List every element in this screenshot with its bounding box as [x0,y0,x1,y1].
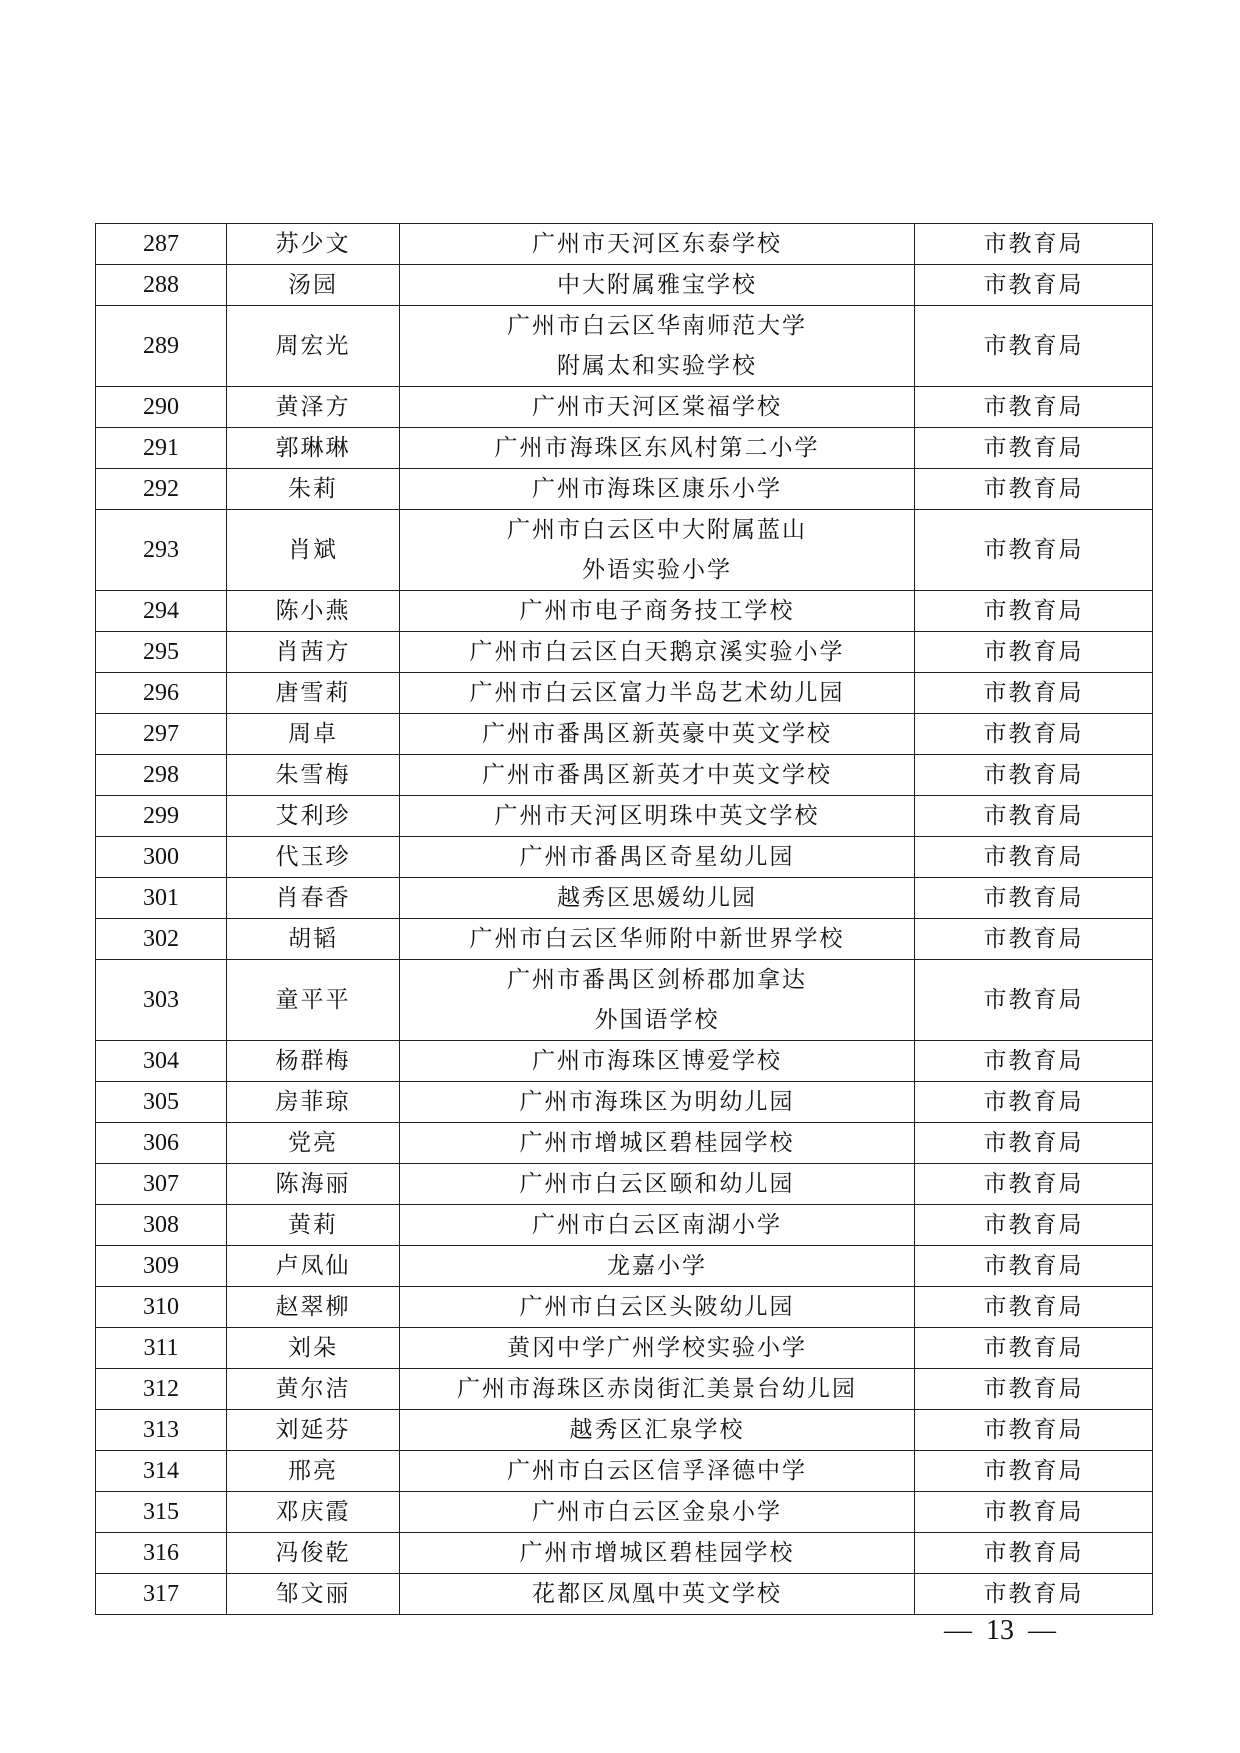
school-cell [400,306,915,387]
recommender-cell: 市教育局 [915,1533,1153,1574]
school-line: 广州市白云区富力半岛艺术幼儿园 [469,680,845,706]
name-cell: 唐雪莉 [227,673,400,714]
school-cell [400,632,915,673]
recommender-cell: 市教育局 [915,714,1153,755]
school-line: 广州市电子商务技工学校 [519,598,795,624]
table-row [96,1369,1153,1410]
school-line: 广州市海珠区赤岗街汇美景台幼儿园 [457,1376,857,1402]
row-number-cell: 305 [96,1082,227,1123]
school-line: 外语实验小学 [582,557,732,583]
row-number-cell: 302 [96,919,227,960]
table-row [96,755,1153,796]
recommender-cell: 市教育局 [915,1205,1153,1246]
recommender-cell: 市教育局 [915,1082,1153,1123]
name-cell: 苏少文 [227,224,400,265]
table-row [96,510,1153,591]
recommender-cell: 市教育局 [915,265,1153,306]
school-cell [400,1492,915,1533]
name-cell: 邢亮 [227,1451,400,1492]
school-cell [400,1451,915,1492]
school-cell [400,919,915,960]
name-cell: 邓庆霞 [227,1492,400,1533]
row-number-cell: 298 [96,755,227,796]
school-line: 广州市海珠区为明幼儿园 [519,1089,795,1115]
footer-dash-left: — [944,1615,972,1646]
recommender-cell: 市教育局 [915,224,1153,265]
recommender-cell: 市教育局 [915,1123,1153,1164]
table-row [96,919,1153,960]
recommender-cell: 市教育局 [915,919,1153,960]
table-row [96,1041,1153,1082]
row-number-cell: 309 [96,1246,227,1287]
school-line: 广州市天河区明珠中英文学校 [494,803,820,829]
table-row [96,1533,1153,1574]
name-cell: 胡韬 [227,919,400,960]
row-number-cell: 307 [96,1164,227,1205]
table-row [96,960,1153,1041]
school-line: 广州市白云区白天鹅京溪实验小学 [469,639,845,665]
school-line: 黄冈中学广州学校实验小学 [507,1335,807,1361]
table-row [96,796,1153,837]
recommender-cell: 市教育局 [915,1041,1153,1082]
table-row [96,1451,1153,1492]
footer-dash-right: — [1028,1615,1056,1646]
name-cell: 肖茜方 [227,632,400,673]
recommender-cell: 市教育局 [915,1287,1153,1328]
recommender-cell: 市教育局 [915,755,1153,796]
recommender-cell: 市教育局 [915,1410,1153,1451]
name-cell: 杨群梅 [227,1041,400,1082]
name-cell: 邹文丽 [227,1574,400,1615]
row-number-cell: 316 [96,1533,227,1574]
name-cell: 肖春香 [227,878,400,919]
table-row [96,224,1153,265]
row-number-cell: 315 [96,1492,227,1533]
school-cell [400,1328,915,1369]
table-row [96,428,1153,469]
school-cell [400,1533,915,1574]
row-number-cell: 301 [96,878,227,919]
row-number-cell: 289 [96,306,227,387]
recommender-cell: 市教育局 [915,796,1153,837]
name-cell: 艾利珍 [227,796,400,837]
school-line: 广州市白云区南湖小学 [532,1212,782,1238]
school-cell [400,796,915,837]
name-cell: 黄尔洁 [227,1369,400,1410]
page-footer [930,1615,1070,1647]
row-number-cell: 297 [96,714,227,755]
school-cell [400,878,915,919]
school-line: 广州市番禺区新英才中英文学校 [482,762,832,788]
school-cell [400,714,915,755]
table-row [96,591,1153,632]
table-row [96,632,1153,673]
row-number-cell: 288 [96,265,227,306]
table-row [96,1492,1153,1533]
recommender-cell: 市教育局 [915,632,1153,673]
table-row [96,878,1153,919]
school-line: 广州市增城区碧桂园学校 [519,1130,795,1156]
school-cell [400,591,915,632]
table-row [96,1246,1153,1287]
school-line: 广州市白云区信孚泽德中学 [507,1458,807,1484]
row-number-cell: 308 [96,1205,227,1246]
name-cell: 刘朵 [227,1328,400,1369]
table-row [96,1410,1153,1451]
school-cell [400,1287,915,1328]
recommender-cell: 市教育局 [915,1246,1153,1287]
school-line: 广州市番禺区剑桥郡加拿达 [507,967,807,993]
school-cell [400,428,915,469]
school-line: 龙嘉小学 [607,1253,707,1279]
table-row [96,306,1153,387]
recommender-cell: 市教育局 [915,591,1153,632]
school-line: 广州市海珠区博爱学校 [532,1048,782,1074]
school-line: 附属太和实验学校 [557,353,757,379]
table-row [96,1287,1153,1328]
table-row [96,469,1153,510]
recommender-cell: 市教育局 [915,1328,1153,1369]
table-row [96,1328,1153,1369]
recommender-cell: 市教育局 [915,960,1153,1041]
row-number-cell: 296 [96,673,227,714]
name-cell: 代玉珍 [227,837,400,878]
recommender-cell: 市教育局 [915,428,1153,469]
school-cell [400,510,915,591]
table-row [96,265,1153,306]
recommender-cell: 市教育局 [915,1574,1153,1615]
name-cell: 陈海丽 [227,1164,400,1205]
row-number-cell: 290 [96,387,227,428]
row-number-cell: 299 [96,796,227,837]
school-line: 广州市增城区碧桂园学校 [519,1540,795,1566]
recommender-cell: 市教育局 [915,510,1153,591]
table-row [96,387,1153,428]
name-cell: 汤园 [227,265,400,306]
name-cell: 赵翠柳 [227,1287,400,1328]
row-number-cell: 293 [96,510,227,591]
recommender-cell: 市教育局 [915,387,1153,428]
school-cell [400,960,915,1041]
row-number-cell: 310 [96,1287,227,1328]
school-cell [400,755,915,796]
school-cell [400,1369,915,1410]
school-line: 广州市白云区华南师范大学 [507,313,807,339]
school-line: 广州市海珠区康乐小学 [532,476,782,502]
row-number-cell: 287 [96,224,227,265]
name-cell: 刘延芬 [227,1410,400,1451]
row-number-cell: 317 [96,1574,227,1615]
row-number-cell: 294 [96,591,227,632]
school-line: 广州市番禺区新英豪中英文学校 [482,721,832,747]
recommender-cell: 市教育局 [915,469,1153,510]
row-number-cell: 312 [96,1369,227,1410]
school-line: 广州市白云区华师附中新世界学校 [469,926,845,952]
school-line: 广州市天河区东泰学校 [532,231,782,257]
recommender-cell: 市教育局 [915,878,1153,919]
row-number-cell: 304 [96,1041,227,1082]
name-cell: 房菲琼 [227,1082,400,1123]
name-cell: 朱莉 [227,469,400,510]
table-row [96,714,1153,755]
name-cell: 肖斌 [227,510,400,591]
table-row [96,837,1153,878]
name-cell: 卢凤仙 [227,1246,400,1287]
name-cell: 黄莉 [227,1205,400,1246]
school-line: 广州市白云区头陂幼儿园 [519,1294,795,1320]
school-cell [400,1164,915,1205]
page-number: 13 [986,1615,1014,1646]
table-row [96,1082,1153,1123]
school-cell [400,469,915,510]
name-cell: 党亮 [227,1123,400,1164]
school-cell [400,1041,915,1082]
recommender-cell: 市教育局 [915,1451,1153,1492]
school-line: 广州市白云区中大附属蓝山 [507,517,807,543]
table-row [96,1574,1153,1615]
name-cell: 周卓 [227,714,400,755]
school-cell [400,1574,915,1615]
school-cell [400,1205,915,1246]
school-line: 外国语学校 [594,1007,720,1033]
table-row [96,1164,1153,1205]
school-cell [400,265,915,306]
name-cell: 陈小燕 [227,591,400,632]
recommender-cell: 市教育局 [915,673,1153,714]
row-number-cell: 314 [96,1451,227,1492]
recommender-cell: 市教育局 [915,837,1153,878]
school-cell [400,837,915,878]
row-number-cell: 300 [96,837,227,878]
school-line: 越秀区汇泉学校 [569,1417,745,1443]
school-line: 花都区凤凰中英文学校 [532,1581,782,1607]
school-line: 中大附属雅宝学校 [557,272,757,298]
recommender-cell: 市教育局 [915,1492,1153,1533]
school-cell [400,673,915,714]
school-cell [400,1410,915,1451]
row-number-cell: 291 [96,428,227,469]
school-line: 越秀区思媛幼儿园 [557,885,757,911]
recommender-cell: 市教育局 [915,306,1153,387]
name-cell: 童平平 [227,960,400,1041]
row-number-cell: 311 [96,1328,227,1369]
name-cell: 黄泽方 [227,387,400,428]
school-line: 广州市白云区金泉小学 [532,1499,782,1525]
name-cell: 冯俊乾 [227,1533,400,1574]
row-number-cell: 303 [96,960,227,1041]
school-line: 广州市白云区颐和幼儿园 [519,1171,795,1197]
school-cell [400,1246,915,1287]
table-row [96,1205,1153,1246]
school-cell [400,224,915,265]
name-cell: 郭琳琳 [227,428,400,469]
recommender-cell: 市教育局 [915,1369,1153,1410]
school-cell [400,1123,915,1164]
recommender-cell: 市教育局 [915,1164,1153,1205]
school-line: 广州市天河区棠福学校 [532,394,782,420]
row-number-cell: 313 [96,1410,227,1451]
roster-table-body [96,224,1153,1615]
school-line: 广州市番禺区奇星幼儿园 [519,844,795,870]
school-cell [400,1082,915,1123]
table-row [96,1123,1153,1164]
school-line: 广州市海珠区东风村第二小学 [494,435,820,461]
roster-table [95,223,1153,1615]
school-cell [400,387,915,428]
row-number-cell: 292 [96,469,227,510]
table-row [96,673,1153,714]
name-cell: 周宏光 [227,306,400,387]
name-cell: 朱雪梅 [227,755,400,796]
row-number-cell: 306 [96,1123,227,1164]
row-number-cell: 295 [96,632,227,673]
